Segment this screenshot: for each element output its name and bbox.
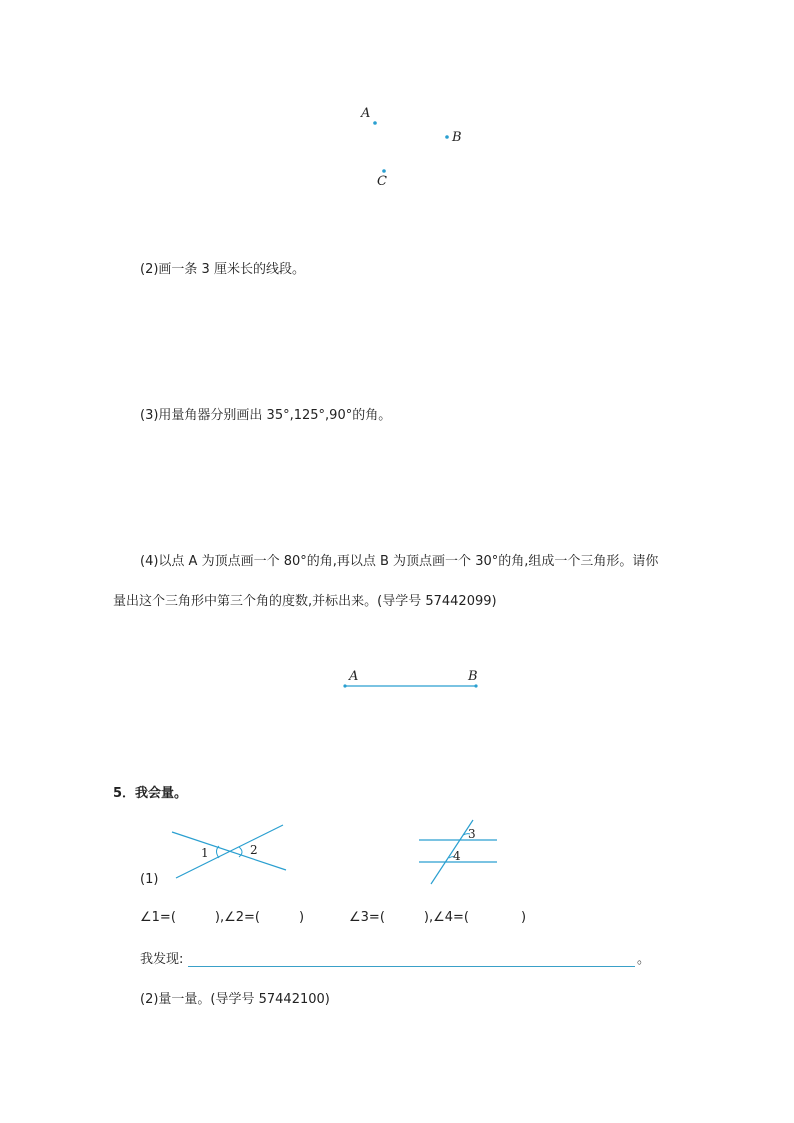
question-4-line-2: 量出这个三角形中第三个角的度数,并标出来。(导学号 57442099) <box>113 594 497 609</box>
angle-3-label: 3 <box>468 827 476 841</box>
angle-1-label: 1 <box>201 846 209 860</box>
point-b-label: B <box>452 130 462 145</box>
question-3-text: (3)用量角器分别画出 35°,125°,90°的角。 <box>140 408 392 423</box>
discovery-answer-line[interactable] <box>188 966 635 967</box>
segment-a-label: A <box>349 669 359 684</box>
answers-angles-3-4: ∠3=( ),∠4=( ) <box>349 910 527 925</box>
answers-angles-1-2: ∠1=( ),∠2=( ) <box>140 910 305 925</box>
question-4-line-1: (4)以点 A 为顶点画一个 80°的角,再以点 B 为顶点画一个 30°的角,组成一个三角形。请你 <box>140 554 659 569</box>
discovery-label: 我发现: <box>140 952 184 967</box>
angle-4-label: 4 <box>453 849 461 863</box>
point-c-label: C <box>377 174 387 189</box>
question-2-text: (2)画一条 3 厘米长的线段。 <box>140 262 305 277</box>
part-1-label: (1) <box>140 872 159 887</box>
point-a-label: A <box>361 106 371 121</box>
angle-2-label: 2 <box>250 843 258 857</box>
part-2-text: (2)量一量。(导学号 57442100) <box>140 992 330 1007</box>
section-5-title: 5．我会量。 <box>113 786 188 801</box>
transversal-line <box>431 820 473 884</box>
discovery-end-mark: 。 <box>637 952 651 967</box>
segment-b-label: B <box>468 669 478 684</box>
